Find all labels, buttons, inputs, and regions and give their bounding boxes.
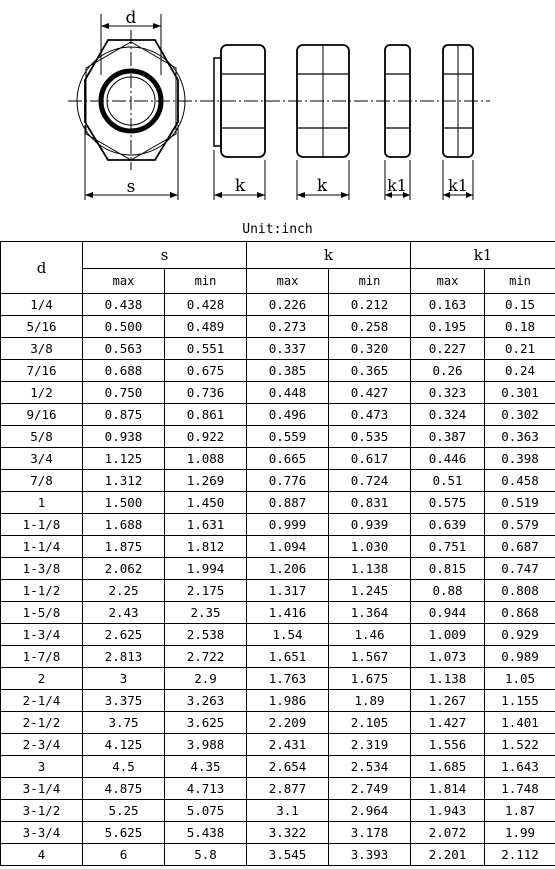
cell-k-max: 3.322 [247,822,329,844]
cell-d: 1-1/4 [1,536,83,558]
cell-k-min: 0.320 [329,338,411,360]
cell-k-min: 0.258 [329,316,411,338]
cell-d: 3-1/2 [1,800,83,822]
cell-k-min: 1.364 [329,602,411,624]
cell-d: 4 [1,844,83,866]
cell-k-min: 2.105 [329,712,411,734]
header-row-groups [1,242,555,269]
cell-d: 1-1/8 [1,514,83,536]
cell-s-max: 5.625 [83,822,165,844]
cell-k-min: 0.617 [329,448,411,470]
cell-s-min: 1.088 [165,448,247,470]
cell-k-max: 3.545 [247,844,329,866]
cell-k-min: 0.212 [329,294,411,316]
cell-s-max: 3.375 [83,690,165,712]
header-d: d [1,242,83,294]
header-k-max: max [247,269,329,294]
cell-k1-min: 1.87 [485,800,555,822]
header-s: s [83,242,247,269]
cell-k1-min: 0.398 [485,448,555,470]
cell-s-min: 4.35 [165,756,247,778]
cell-k1-max: 0.387 [411,426,485,448]
cell-s-min: 0.551 [165,338,247,360]
table-row [1,316,555,338]
cell-d: 5/8 [1,426,83,448]
cell-d: 2 [1,668,83,690]
header-k1: k1 [411,242,555,269]
cell-s-min: 1.812 [165,536,247,558]
cell-k-min: 0.535 [329,426,411,448]
label-d: d [125,8,137,28]
cell-k-max: 0.226 [247,294,329,316]
table-row [1,404,555,426]
cell-k-max: 0.887 [247,492,329,514]
cell-s-min: 4.713 [165,778,247,800]
table-row [1,602,555,624]
cell-s-max: 0.438 [83,294,165,316]
cell-k1-max: 1.073 [411,646,485,668]
cell-s-max: 2.813 [83,646,165,668]
cell-s-min: 3.263 [165,690,247,712]
cell-k1-min: 0.747 [485,558,555,580]
cell-k1-min: 1.522 [485,734,555,756]
cell-d: 1-5/8 [1,602,83,624]
header-s-max: max [83,269,165,294]
cell-k-min: 0.939 [329,514,411,536]
cell-k1-max: 1.009 [411,624,485,646]
label-k-1: k [234,176,246,196]
cell-k1-min: 0.15 [485,294,555,316]
cell-s-min: 1.631 [165,514,247,536]
table-row [1,470,555,492]
cell-k1-min: 0.808 [485,580,555,602]
table-row [1,800,555,822]
dimension-table [0,241,555,866]
cell-k1-max: 0.815 [411,558,485,580]
cell-s-min: 1.450 [165,492,247,514]
cell-d: 1-3/8 [1,558,83,580]
header-s-min: min [165,269,247,294]
table-row [1,580,555,602]
cell-k1-max: 2.072 [411,822,485,844]
cell-d: 3 [1,756,83,778]
cell-k-max: 0.385 [247,360,329,382]
cell-k1-max: 1.943 [411,800,485,822]
cell-k-min: 1.46 [329,624,411,646]
table-row [1,492,555,514]
cell-k1-min: 1.99 [485,822,555,844]
cell-k1-max: 2.201 [411,844,485,866]
cell-d: 3-1/4 [1,778,83,800]
cell-k1-min: 1.748 [485,778,555,800]
table-row [1,294,555,316]
cell-k-max: 0.448 [247,382,329,404]
cell-k-max: 0.273 [247,316,329,338]
cell-k-min: 3.393 [329,844,411,866]
cell-d: 1-3/4 [1,624,83,646]
cell-s-max: 1.125 [83,448,165,470]
cell-k-min: 2.749 [329,778,411,800]
cell-k-min: 1.138 [329,558,411,580]
cell-k-max: 2.877 [247,778,329,800]
cell-k1-min: 0.458 [485,470,555,492]
table-row [1,646,555,668]
cell-s-max: 3 [83,668,165,690]
label-k-2: k [316,176,328,196]
table-row [1,536,555,558]
cell-k1-min: 0.24 [485,360,555,382]
table-row [1,514,555,536]
cell-k1-min: 0.929 [485,624,555,646]
cell-k-max: 3.1 [247,800,329,822]
header-k1-max: max [411,269,485,294]
cell-s-min: 0.675 [165,360,247,382]
cell-k1-min: 1.05 [485,668,555,690]
cell-s-min: 1.994 [165,558,247,580]
cell-k1-min: 0.989 [485,646,555,668]
cell-s-min: 5.8 [165,844,247,866]
table-row [1,558,555,580]
cell-s-min: 2.35 [165,602,247,624]
cell-k-min: 1.89 [329,690,411,712]
cell-s-min: 1.269 [165,470,247,492]
table-row [1,778,555,800]
cell-k-max: 2.654 [247,756,329,778]
label-k1-2: k1 [448,176,468,195]
cell-s-max: 6 [83,844,165,866]
table-row [1,668,555,690]
cell-k-max: 1.206 [247,558,329,580]
cell-d: 1-7/8 [1,646,83,668]
table-row [1,822,555,844]
cell-d: 3/4 [1,448,83,470]
header-k1-min: min [485,269,555,294]
cell-s-max: 4.125 [83,734,165,756]
cell-k1-max: 0.323 [411,382,485,404]
cell-d: 7/16 [1,360,83,382]
cell-s-min: 5.438 [165,822,247,844]
cell-s-max: 2.43 [83,602,165,624]
cell-s-max: 0.875 [83,404,165,426]
table-row [1,734,555,756]
cell-s-max: 1.688 [83,514,165,536]
cell-k-min: 1.030 [329,536,411,558]
cell-s-max: 5.25 [83,800,165,822]
cell-k1-min: 1.155 [485,690,555,712]
cell-d: 1-1/2 [1,580,83,602]
table-row [1,690,555,712]
cell-k1-max: 0.26 [411,360,485,382]
cell-k1-max: 1.267 [411,690,485,712]
cell-k-max: 1.986 [247,690,329,712]
cell-k1-max: 0.51 [411,470,485,492]
cell-k-max: 1.416 [247,602,329,624]
cell-k1-max: 0.195 [411,316,485,338]
label-k1-1: k1 [387,176,407,195]
cell-s-min: 0.922 [165,426,247,448]
cell-k1-min: 2.112 [485,844,555,866]
cell-k-min: 3.178 [329,822,411,844]
unit-label: Unit:inch [242,222,313,237]
cell-d: 1/4 [1,294,83,316]
cell-d: 5/16 [1,316,83,338]
table-row [1,756,555,778]
cell-s-min: 0.861 [165,404,247,426]
cell-k-max: 1.763 [247,668,329,690]
cell-s-max: 0.938 [83,426,165,448]
cell-k-min: 0.427 [329,382,411,404]
cell-k-max: 1.094 [247,536,329,558]
label-s: s [126,177,136,197]
cell-k1-min: 0.301 [485,382,555,404]
cell-k1-max: 1.138 [411,668,485,690]
cell-d: 2-1/2 [1,712,83,734]
cell-k1-min: 1.401 [485,712,555,734]
cell-s-max: 2.625 [83,624,165,646]
cell-k1-min: 0.868 [485,602,555,624]
cell-k-max: 1.54 [247,624,329,646]
cell-d: 9/16 [1,404,83,426]
cell-k1-max: 0.751 [411,536,485,558]
hex-front-view [68,14,490,200]
cell-s-max: 0.750 [83,382,165,404]
header-k: k [247,242,411,269]
cell-k-max: 2.431 [247,734,329,756]
cell-s-max: 0.500 [83,316,165,338]
cell-k-min: 0.831 [329,492,411,514]
cell-s-max: 0.688 [83,360,165,382]
cell-s-min: 0.489 [165,316,247,338]
cell-d: 3/8 [1,338,83,360]
cell-k-min: 0.724 [329,470,411,492]
cell-k-max: 0.337 [247,338,329,360]
cell-s-min: 0.428 [165,294,247,316]
cell-k1-max: 0.575 [411,492,485,514]
cell-k1-min: 0.18 [485,316,555,338]
table-row [1,448,555,470]
cell-k-min: 1.675 [329,668,411,690]
cell-k-max: 0.559 [247,426,329,448]
table-row [1,426,555,448]
cell-s-max: 1.312 [83,470,165,492]
cell-k1-min: 0.519 [485,492,555,514]
cell-k-max: 1.317 [247,580,329,602]
cell-k-min: 0.365 [329,360,411,382]
cell-d: 3-3/4 [1,822,83,844]
cell-s-max: 4.875 [83,778,165,800]
table-row [1,382,555,404]
cell-k1-max: 1.556 [411,734,485,756]
cell-s-min: 5.075 [165,800,247,822]
header-k-min: min [329,269,411,294]
cell-s-min: 3.988 [165,734,247,756]
cell-k1-max: 1.685 [411,756,485,778]
cell-k1-max: 0.227 [411,338,485,360]
cell-s-max: 1.875 [83,536,165,558]
cell-k1-min: 0.687 [485,536,555,558]
cell-k-min: 2.964 [329,800,411,822]
cell-d: 2-1/4 [1,690,83,712]
cell-s-min: 0.736 [165,382,247,404]
cell-s-max: 3.75 [83,712,165,734]
cell-k1-min: 0.302 [485,404,555,426]
cell-d: 1 [1,492,83,514]
cell-s-min: 2.9 [165,668,247,690]
table-row [1,712,555,734]
cell-k1-max: 1.814 [411,778,485,800]
cell-d: 2-3/4 [1,734,83,756]
cell-k1-max: 0.163 [411,294,485,316]
table-body [1,294,555,866]
cell-s-max: 2.25 [83,580,165,602]
cell-k-max: 2.209 [247,712,329,734]
cell-d: 7/8 [1,470,83,492]
table-row [1,624,555,646]
cell-k1-max: 0.446 [411,448,485,470]
cell-s-min: 2.538 [165,624,247,646]
cell-k1-max: 0.944 [411,602,485,624]
cell-k1-max: 0.639 [411,514,485,536]
table-row [1,844,555,866]
cell-s-max: 4.5 [83,756,165,778]
cell-s-max: 1.500 [83,492,165,514]
table-row [1,360,555,382]
cell-s-max: 2.062 [83,558,165,580]
cell-k1-max: 1.427 [411,712,485,734]
cell-k-min: 0.473 [329,404,411,426]
cell-s-min: 2.722 [165,646,247,668]
cell-k1-max: 0.88 [411,580,485,602]
cell-k-min: 2.534 [329,756,411,778]
cell-s-min: 2.175 [165,580,247,602]
cell-k1-min: 0.363 [485,426,555,448]
header-row-sub [1,269,555,294]
cell-k-max: 0.999 [247,514,329,536]
cell-k-max: 0.776 [247,470,329,492]
cell-k1-min: 0.21 [485,338,555,360]
cell-k-max: 1.651 [247,646,329,668]
hex-nut-drawing [0,0,555,220]
cell-k1-min: 0.579 [485,514,555,536]
table-row [1,338,555,360]
cell-d: 1/2 [1,382,83,404]
cell-k-max: 0.496 [247,404,329,426]
cell-k-min: 1.567 [329,646,411,668]
cell-s-min: 3.625 [165,712,247,734]
cell-k1-max: 0.324 [411,404,485,426]
cell-k-min: 2.319 [329,734,411,756]
cell-s-max: 0.563 [83,338,165,360]
cell-k-max: 0.665 [247,448,329,470]
cell-k1-min: 1.643 [485,756,555,778]
cell-k-min: 1.245 [329,580,411,602]
